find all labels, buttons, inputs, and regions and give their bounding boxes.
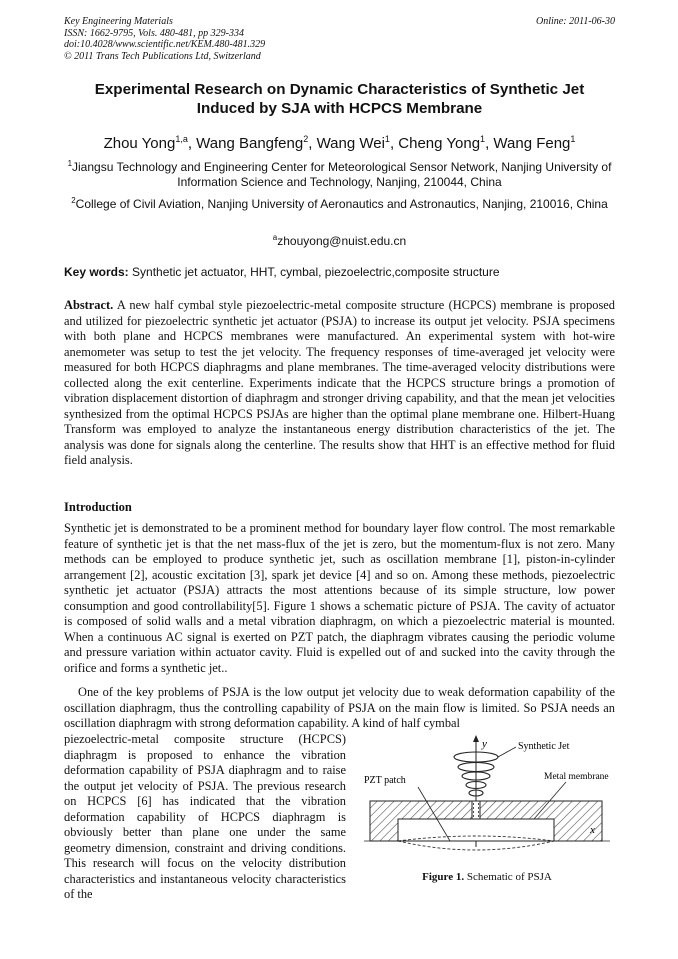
- author-sup: 2: [303, 134, 309, 144]
- figure-caption-label: Figure 1.: [422, 871, 465, 883]
- journal-header: [64, 16, 615, 62]
- jet-leader-line: [498, 747, 516, 757]
- x-axis-label: x: [590, 824, 595, 836]
- keywords-label: Key words:: [64, 265, 129, 279]
- keywords-text: Synthetic jet actuator, HHT, cymbal, piezoelectric,composite structure: [132, 265, 500, 279]
- y-axis-label: y: [482, 738, 487, 750]
- affiliation-sup: 1: [67, 159, 73, 168]
- intro-paragraph-2: One of the key problems of PSJA is the low output jet velocity due to weak deformation capability of the oscillation diaphragm, thus the controlling capability of PSJA on the main flow is limited. So PSJA needs an oscillation diaphragm with strong deformation capability. A kind of half cymbal: [64, 685, 615, 730]
- journal-doi: doi:10.4028/www.scientific.net/KEM.480-481.329: [64, 39, 266, 50]
- metal-membrane-label: Metal membrane: [544, 772, 609, 782]
- affiliation-text: College of Civil Aviation, Nanjing University of Aeronautics and Astronautics, Nanjing, 210016, China: [75, 197, 608, 211]
- affiliation-sup: 2: [71, 196, 76, 205]
- affiliation-1: [64, 156, 615, 190]
- online-date: Online: 2011-06-30: [536, 16, 615, 27]
- figure-1-caption: [358, 871, 616, 883]
- author-name: Wang Wei: [316, 135, 385, 152]
- journal-issn: ISSN: 1662-9795, Vols. 480-481, pp 329-334: [64, 27, 244, 39]
- abstract-label: Abstract.: [64, 298, 114, 312]
- author-name: Wang Bangfeng: [196, 135, 304, 152]
- author-name: Cheng Yong: [398, 135, 481, 152]
- synthetic-jet-label: Synthetic Jet: [518, 741, 570, 752]
- author-name: Wang Feng: [493, 135, 571, 152]
- intro-paragraph-3: piezoelectric-metal composite structure (HCPCS) diaphragm is proposed to enhance the vibration deformation capability of PSJA diaphragm and to raise the output jet velocity of PSJA. The previous research on HCPCS [6] has indicated that the vibration deformation capability of HCPCS diaphragm is obviously better than plane one under the same geometry dimension, constraint and driving conditions. This research will focus on the velocity distribution characteristics and instantaneous velocity characteristics of the: [64, 732, 346, 901]
- y-axis-arrow-icon: [473, 735, 479, 742]
- author-list: Zhou Yong$^{1,a}$, Wang Bangfeng$^2$, Wang Wei$^1$, Cheng Yong$^1$, Wang Feng$^1$: [103, 134, 576, 152]
- abstract: [64, 298, 615, 469]
- affiliation-sup: a: [272, 233, 278, 242]
- author-email: [64, 230, 615, 249]
- email-text: zhouyong@nuist.edu.cn: [277, 234, 407, 248]
- affiliation-2: [64, 193, 615, 212]
- journal-copyright: © 2011 Trans Tech Publications Ltd, Switzerland: [64, 50, 261, 62]
- abstract-text: A new half cymbal style piezoelectric-metal composite structure (HCPCS) membrane is proposed and utilized for piezoelectric synthetic jet actuator (PSJA) to increase its output jet velocity. PSJA specimens with both plane and HCPCS membranes were manufactured. An experimental system with hot-wire anemometer was setup to test the jet velocity. The frequency responses of time-averaged jet velocity were measured for both HCPCS diaphragms and plane membranes. The time-averaged velocity distributions were collected along the exit centerline. Experiments indicate that the HCPCS structure brings a promotion of vibration displacement distortion of diaphragm and stronger driving capability, and that the mean jet velocities synthesized from the optimal HCPCS PSJAs are higher than the optimal plane membrane one. Hilbert-Huang Transform was employed to analyze the instantaneous energy distribution characteristics of the jet. The analysis was done for signals along the centerline. The results show that HHT is an effective method for fluid field analysis.: [64, 298, 615, 467]
- introduction-heading: Introduction: [64, 500, 132, 514]
- author-sup: 1: [480, 134, 486, 144]
- author-sup: 1,a: [175, 134, 188, 144]
- keywords: [64, 265, 615, 279]
- paper-title: Experimental Research on Dynamic Characteristics of Synthetic Jet Induced by SJA with HCPCS Membrane: [94, 81, 585, 117]
- figure-caption-text: Schematic of PSJA: [466, 871, 552, 883]
- journal-name: Key Engineering Materials: [64, 16, 173, 27]
- affiliation-text: Jiangsu Technology and Engineering Center for Meteorological Sensor Network, Nanjing University of Information Science and Technology, Nanjing, 210044, China: [72, 160, 612, 189]
- author-sup: 1: [570, 134, 576, 144]
- author-name: Zhou Yong: [103, 135, 176, 152]
- actuator-cavity: [398, 819, 554, 841]
- pzt-patch-label: PZT patch: [364, 775, 406, 786]
- author-sup: 1: [384, 134, 390, 144]
- intro-paragraph-1: Synthetic jet is demonstrated to be a prominent method for boundary layer flow control. The most remarkable feature of synthetic jet is that the net mass-flux of the jet is zero, but the momentum-flux is not zero. Many methods can be employed to produce synthetic jet, such as oscillation membrane [1], piston-in-cylinder arrangement [2], acoustic excitation [3], spark jet device [4] and so on. Among these methods, piezoelectric synthetic jet actuator (PSJA) attracts the most attentions because of its simple structure, low power consumption and good controllability[5]. Figure 1 shows a schematic picture of PSJA. The cavity of actuator is composed of solid walls and a metal vibration diaphragm, on which a piezoelectric material is mounted. When a continuous AC signal is exerted on PZT patch, the diaphragm vibrates causing the periodic volume and pressure variation within actuator cavity. Fluid is expelled out of and sucked into the cavity through the orifice and forms a synthetic jet..: [64, 521, 615, 675]
